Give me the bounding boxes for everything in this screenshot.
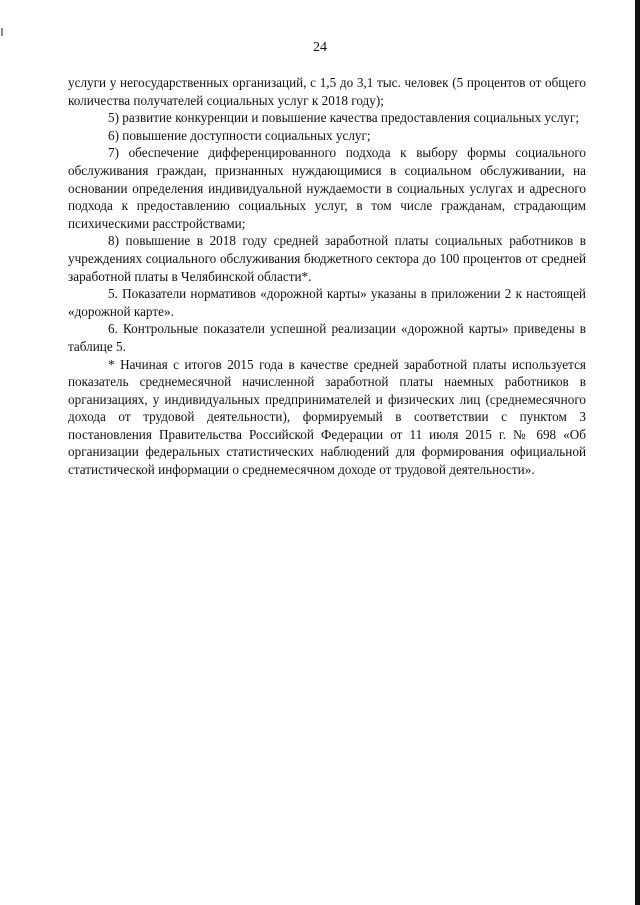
paragraph-item-8: 8) повышение в 2018 году средней заработной платы социальных работников в учреждениях социального обслуживания бюджетного сектора до 100 процентов от средней заработной платы в Челябинской области*.: [68, 233, 586, 284]
footnote: * Начиная с итогов 2015 года в качестве средней заработной платы используется показатель среднемесячной начисленной заработной платы наемных работников в организациях, у индивидуальных предпринимателей и физических лиц (среднемесячного дохода от трудовой деятельности), формируемый в соответствии с пунктом 3 постановления Правительства Российской Федерации от 11 июля 2015 г. № 698 «Об организации федеральных статистических наблюдений для формирования официальной статистической информации о среднемесячном доходе от трудовой деятельности».: [68, 356, 586, 478]
scan-edge-border: [635, 0, 640, 905]
paragraph-item-7: 7) обеспечение дифференцированного подхода к выбору формы социального обслуживания граждан, признанных нуждающимися в социальном обслуживании, на основании определения индивидуальной нуждаемости в социальных услугах и адресного подхода к предоставлению социальных услуг, в том числе гражданам, страдающим психическими расстройствами;: [68, 145, 586, 231]
paragraph-item-5: 5) развитие конкуренции и повышение качества предоставления социальных услуг;: [108, 110, 580, 126]
paragraph-continuation: услуги у негосударственных организаций, с 1,5 до 3,1 тыс. человек (5 процентов от общего количества получателей социальных услуг к 2018 году);: [68, 75, 586, 108]
paragraph-section-6: 6. Контрольные показатели успешной реализации «дорожной карты» приведены в таблице 5.: [68, 321, 586, 354]
page-number: 24: [313, 40, 327, 55]
paragraph-item-6: 6) повышение доступности социальных услуг;: [108, 127, 371, 143]
scan-edge-mark: [1, 28, 3, 36]
document-body: [68, 74, 586, 479]
paragraph-section-5: 5. Показатели нормативов «дорожной карты» указаны в приложении 2 к настоящей «дорожной карте».: [68, 286, 586, 319]
